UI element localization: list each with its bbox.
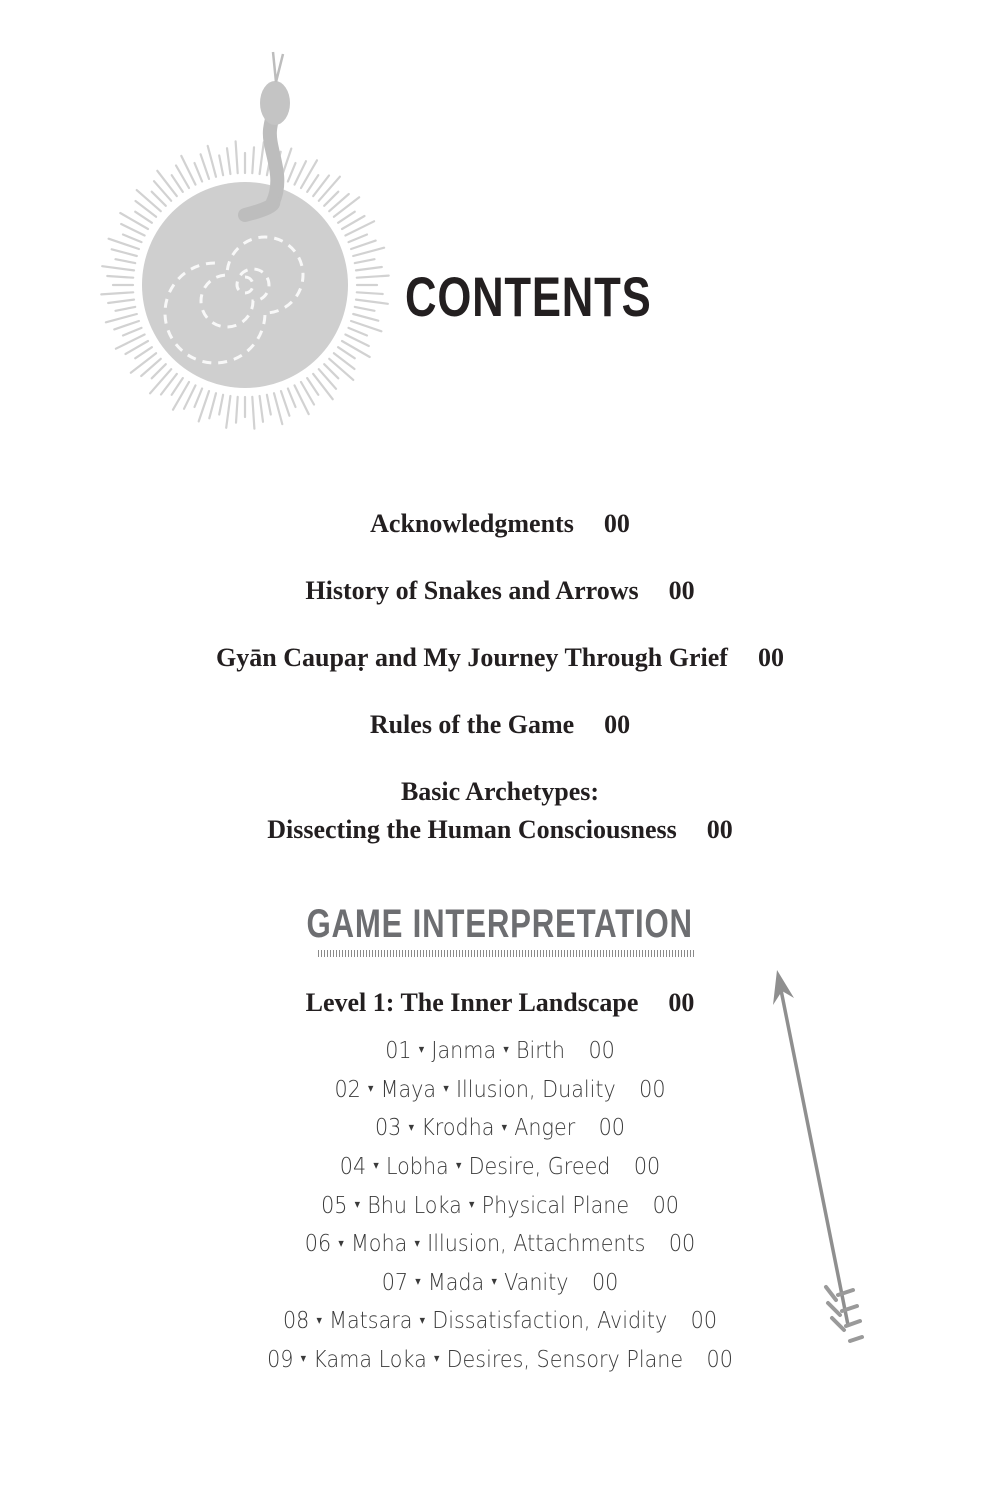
toc-entry[interactable] [0,639,1000,677]
item-name: Mada [427,1269,485,1296]
item-number: 08 [282,1308,310,1335]
toc-entry-title-line2: Dissecting the Human Consciousness [267,815,677,844]
triangle-bullet-icon: ▾ [418,1042,425,1057]
item-page: 00 [668,1231,696,1258]
item-meaning: Desire, Greed [468,1153,611,1180]
snake-spiral-icon [80,40,400,440]
item-page: 00 [706,1347,733,1374]
item-name: Janma [431,1038,497,1064]
toc-entry-title: History of Snakes and Arrows [305,576,639,605]
toc-entry[interactable] [0,505,1000,543]
toc-entry-title: Rules of the Game [369,710,575,739]
toc-entry-title: Gyān Caupaṛ and My Journey Through Grief [216,643,728,672]
item-number: 03 [375,1115,402,1142]
item-page: 00 [639,1076,666,1103]
item-page: 00 [591,1269,619,1296]
toc-entry-page: 00 [706,815,733,844]
triangle-bullet-icon: ▾ [368,1080,374,1095]
toc-entry[interactable] [0,773,1000,849]
triangle-bullet-icon: ▾ [415,1274,421,1289]
page-title: CONTENTS [405,265,652,328]
item-number: 02 [334,1076,361,1103]
triangle-bullet-icon: ▾ [468,1196,475,1211]
triangle-bullet-icon: ▾ [414,1235,420,1250]
item-page: 00 [690,1308,718,1335]
section-heading-wrap [0,898,1000,950]
item-page: 00 [588,1038,615,1064]
item-number: 04 [339,1153,367,1180]
toc-entry-page: 00 [757,643,784,672]
toc-entry[interactable] [0,706,1000,744]
triangle-bullet-icon: ▾ [338,1235,344,1250]
item-meaning: Illusion, Attachments [427,1231,646,1258]
item-meaning: Dissatisfaction, Avidity [432,1308,668,1335]
triangle-bullet-icon: ▾ [300,1351,307,1366]
triangle-bullet-icon: ▾ [373,1158,379,1173]
item-number: 01 [385,1038,412,1064]
item-page: 00 [633,1153,661,1180]
item-name: Krodha [421,1115,495,1142]
section-heading: GAME INTERPRETATION [306,902,694,946]
toc-entry-title-line1: Basic Archetypes: [400,777,600,806]
toc-entry-page: 00 [604,710,631,739]
item-meaning: Anger [514,1115,576,1142]
triangle-bullet-icon: ▾ [316,1312,322,1327]
triangle-bullet-icon: ▾ [501,1119,508,1134]
triangle-bullet-icon: ▾ [433,1351,440,1366]
triangle-bullet-icon: ▾ [354,1196,361,1211]
item-meaning: Vanity [504,1269,569,1296]
item-number: 06 [304,1231,332,1258]
item-meaning: Illusion, Duality [455,1076,616,1103]
item-number: 05 [321,1192,348,1219]
level-title: Level 1: The Inner Landscape [305,988,639,1017]
section-divider [318,950,695,957]
triangle-bullet-icon: ▾ [503,1042,509,1057]
item-name: Matsara [329,1308,413,1335]
item-meaning: Birth [515,1038,566,1064]
front-matter-list [0,505,1000,878]
toc-entry-page: 00 [668,576,695,605]
toc-entry-title: Acknowledgments [370,509,574,538]
triangle-bullet-icon: ▾ [419,1312,426,1327]
item-meaning: Desires, Sensory Plane [446,1347,684,1374]
item-name: Bhu Loka [367,1192,462,1219]
item-page: 00 [652,1192,679,1219]
arrow-icon [760,965,870,1370]
item-meaning: Physical Plane [481,1192,630,1219]
item-number: 07 [381,1269,409,1296]
item-name: Moha [350,1231,408,1258]
triangle-bullet-icon: ▾ [455,1158,462,1173]
triangle-bullet-icon: ▾ [491,1274,497,1289]
triangle-bullet-icon: ▾ [408,1119,414,1134]
item-name: Kama Loka [313,1347,427,1374]
item-page: 00 [598,1115,625,1142]
toc-entry-page: 00 [603,509,630,538]
toc-entry[interactable] [0,572,1000,610]
item-number: 09 [267,1347,294,1374]
level-page: 00 [668,988,695,1017]
triangle-bullet-icon: ▾ [443,1080,449,1095]
item-name: Lobha [385,1153,449,1180]
item-name: Maya [380,1076,437,1103]
